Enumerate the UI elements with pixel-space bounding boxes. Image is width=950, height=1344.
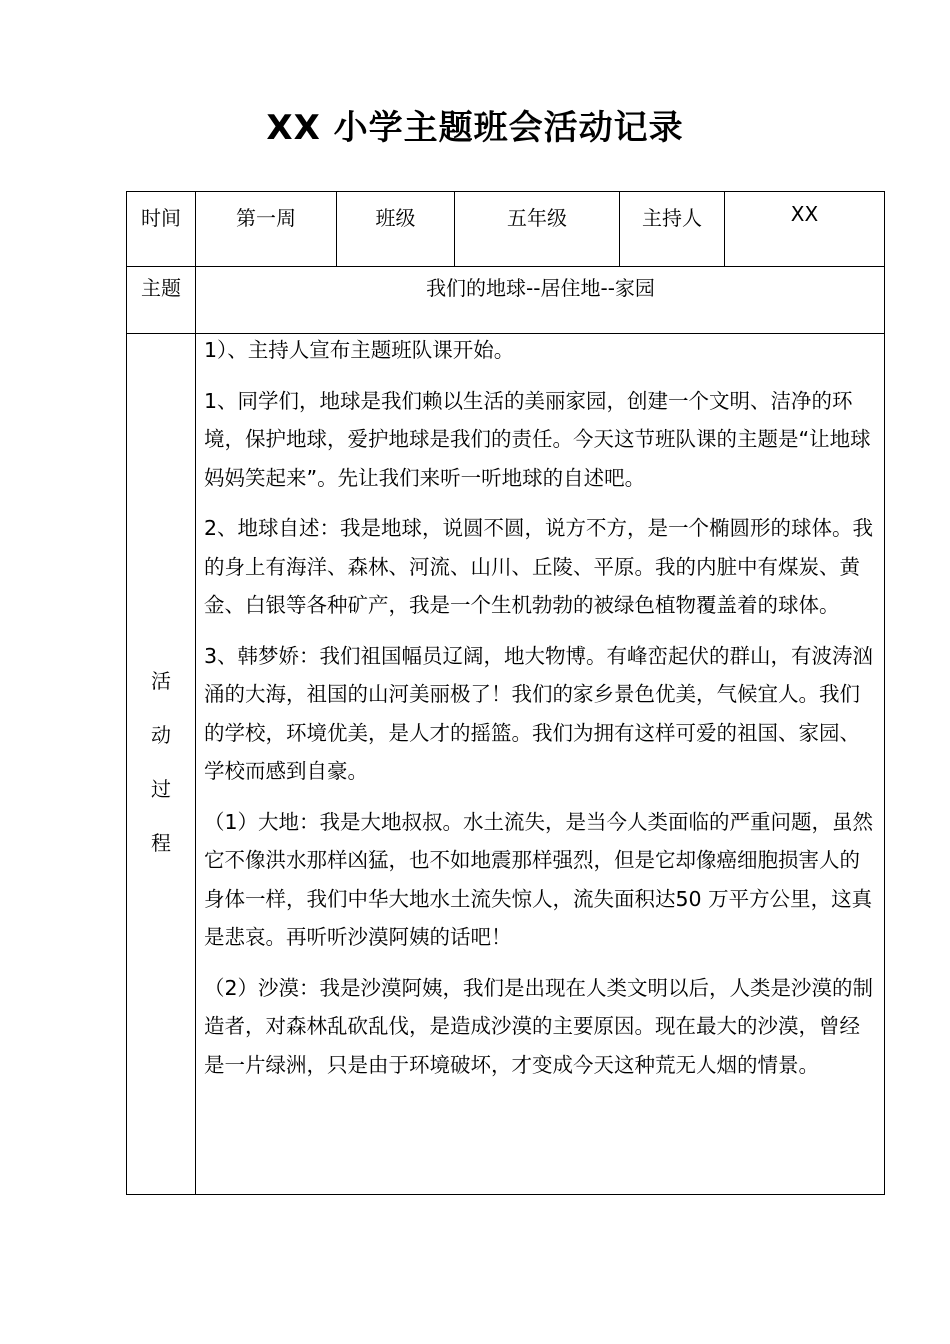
paragraph: 3、韩梦娇：我们祖国幅员辽阔，地大物博。有峰峦起伏的群山，有波涛汹涌的大海，祖国的山河美丽极了！我们的家乡景色优美，气候宜人。我们的学校，环境优美，是人才的摇篮。我们为拥有这样可爱的祖国、家园、学校而感到自豪。 (204, 643, 874, 783)
paragraph: 1、同学们，地球是我们赖以生活的美丽家园，创建一个文明、洁净的环境，保护地球，爱护地球是我们的责任。今天这节班队课的主题是“让地球妈妈笑起来”。先让我们来听一听地球的自述吧。 (204, 388, 871, 490)
col-divider-label (195, 192, 196, 1194)
topic-label: 主题 (141, 276, 181, 300)
page-title: XX 小学主题班会活动记录 (266, 108, 684, 148)
process-label-char: 过 (151, 777, 171, 801)
host-value: XX (790, 202, 819, 226)
paragraph: （1）大地：我是大地叔叔。水土流失，是当今人类面临的严重问题，虽然它不像洪水那样凶猛，也不如地震那样强烈，但是它却像癌细胞损害人的身体一样，我们中华大地水土流失惊人，流失面积达50 万平方公里，这真是悲哀。再听听沙漠阿姨的话吧！ (204, 809, 874, 949)
process-label-char: 活 (151, 669, 171, 693)
record-table (126, 191, 885, 1195)
process-content (204, 331, 879, 1096)
process-label (127, 654, 195, 870)
paragraph: 2、地球自述：我是地球，说圆不圆，说方不方，是一个椭圆形的球体。我的身上有海洋、森林、河流、山川、丘陵、平原。我的内脏中有煤炭、黄金、白银等各种矿产，我是一个生机勃勃的被绿色植物覆盖着的球体。 (204, 516, 874, 617)
topic-value: 我们的地球--居住地--家园 (426, 276, 655, 300)
paragraph: 1）、主持人宣布主题班队课开始。 (204, 338, 515, 362)
paragraph: （2）沙漠：我是沙漠阿姨，我们是出现在人类文明以后，人类是沙漠的制造者，对森林乱砍乱伐，是造成沙漠的主要原因。现在最大的沙漠，曾经是一片绿洲，只是由于环境破坏，才变成今天这种荒无人烟的情景。 (204, 975, 874, 1077)
host-label: 主持人 (642, 206, 702, 230)
time-value: 第一周 (236, 206, 296, 230)
process-label-char: 动 (151, 723, 171, 747)
class-label: 班级 (375, 206, 416, 230)
class-value: 五年级 (507, 206, 567, 230)
row-divider-1 (127, 266, 884, 267)
process-label-char: 程 (151, 831, 171, 855)
time-label: 时间 (141, 206, 181, 230)
